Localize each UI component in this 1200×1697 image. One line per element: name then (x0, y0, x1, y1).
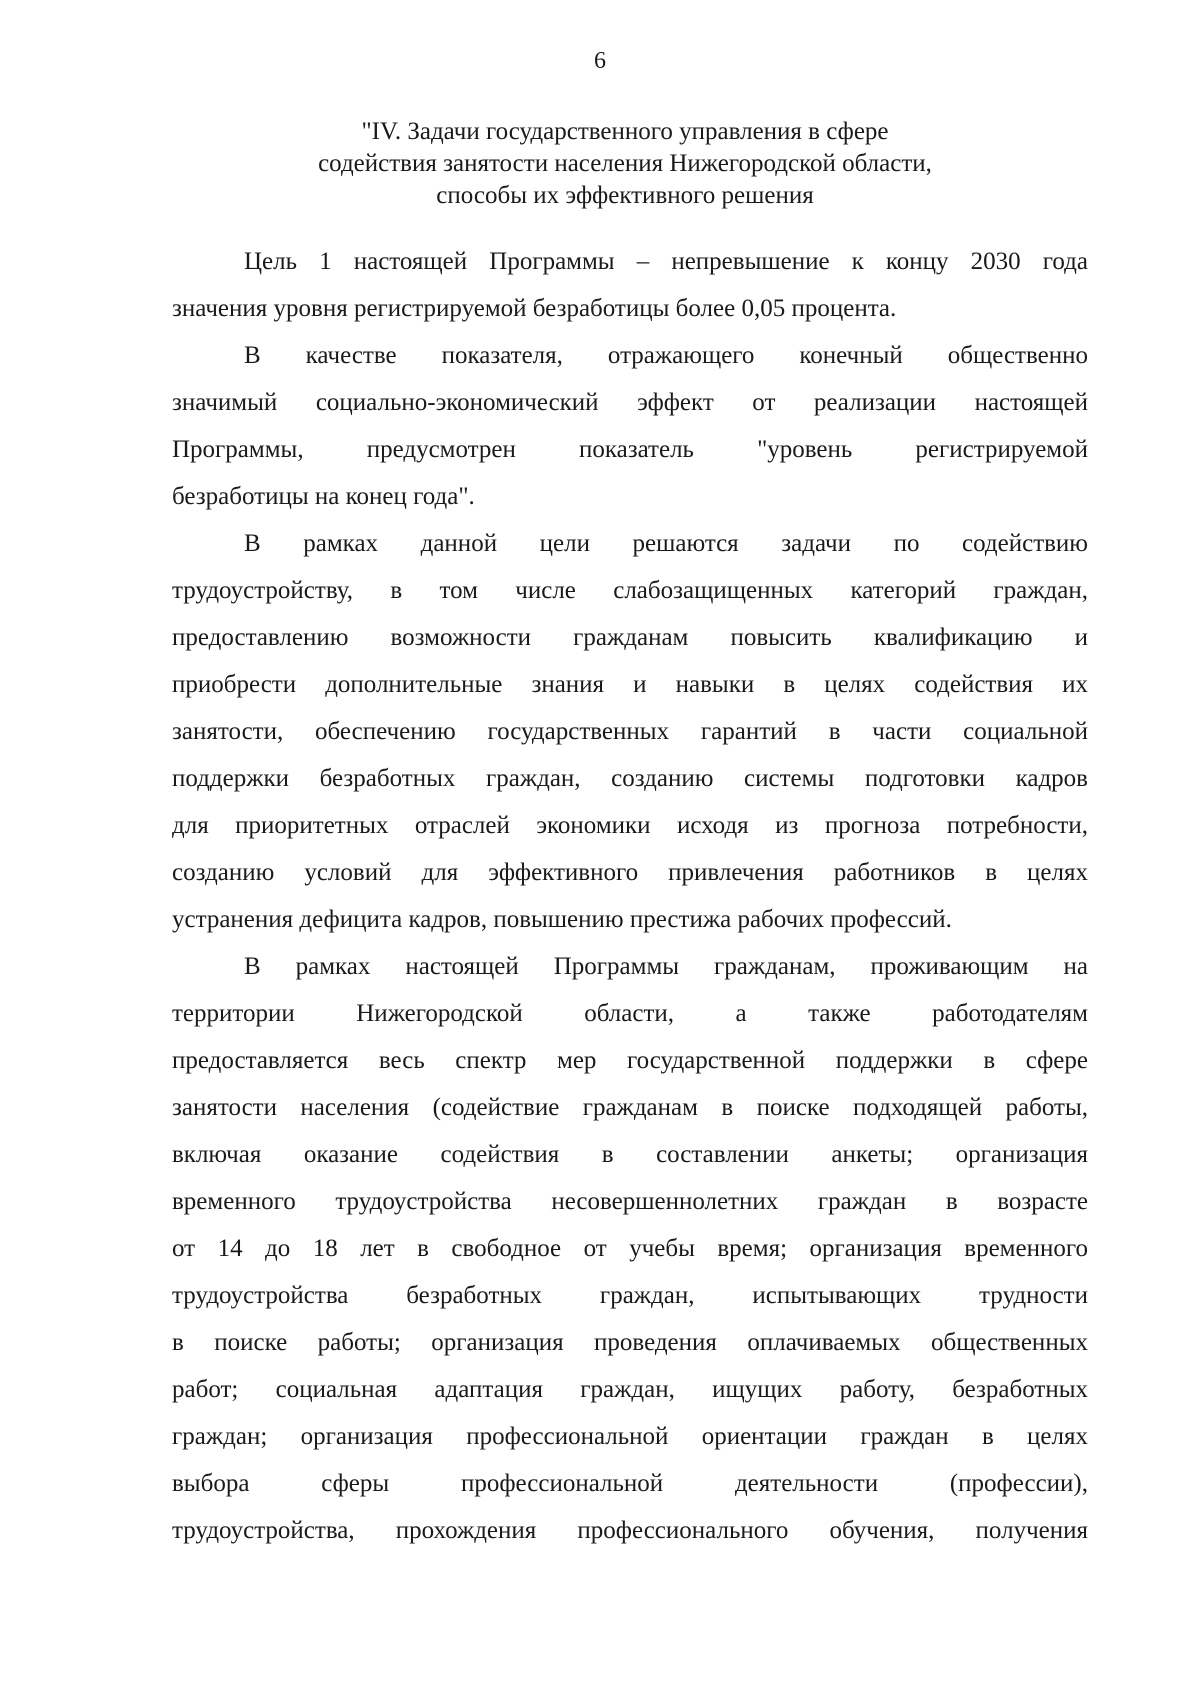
text-line: занятости, обеспечению государственных гарантий в части социальной (172, 718, 1088, 745)
text-line: предоставляется весь спектр мер государственной поддержки в сфере (172, 1047, 1088, 1074)
text-line: в поиске работы; организация проведения оплачиваемых общественных (172, 1329, 1088, 1356)
text-line: временного трудоустройства несовершеннолетних граждан в возрасте (172, 1188, 1088, 1215)
text-line: включая оказание содействия в составлении анкеты; организация (172, 1141, 1088, 1168)
text-line: работ; социальная адаптация граждан, ищущих работу, безработных (172, 1376, 1088, 1403)
page-number: 6 (594, 48, 606, 74)
text-line: от 14 до 18 лет в свободное от учебы время; организация временного (172, 1235, 1088, 1262)
text-line: В качестве показателя, отражающего конечный общественно (244, 342, 1088, 369)
section-heading (180, 116, 1070, 212)
text-line: территории Нижегородской области, а также работодателям (172, 1000, 1088, 1027)
text-line: значения уровня регистрируемой безработицы более 0,05 процента. (172, 295, 897, 322)
text-line: граждан; организация профессиональной ориентации граждан в целях (172, 1423, 1088, 1450)
text-line: Программы, предусмотрен показатель "уровень регистрируемой (172, 436, 1088, 463)
body-text (172, 242, 1088, 1558)
heading-line: способы их эффективного решения (436, 182, 814, 209)
text-line: предоставлению возможности гражданам повысить квалификацию и (172, 624, 1088, 651)
text-line: Цель 1 настоящей Программы – непревышение к концу 2030 года (244, 248, 1088, 275)
heading-line: "IV. Задачи государственного управления в сфере (361, 118, 889, 145)
text-line: устранения дефицита кадров, повышению престижа рабочих профессий. (172, 906, 952, 933)
text-line: поддержки безработных граждан, созданию системы подготовки кадров (172, 765, 1088, 792)
text-line: трудоустройства, прохождения профессионального обучения, получения (172, 1517, 1088, 1544)
text-line: трудоустройству, в том числе слабозащищенных категорий граждан, (172, 577, 1088, 604)
text-line: значимый социально-экономический эффект от реализации настоящей (172, 389, 1088, 416)
text-line: для приоритетных отраслей экономики исходя из прогноза потребности, (172, 812, 1088, 839)
text-line: занятости населения (содействие гражданам в поиске подходящей работы, (172, 1094, 1088, 1121)
heading-line: содействия занятости населения Нижегородской области, (318, 150, 932, 177)
text-line: безработицы на конец года". (172, 483, 475, 510)
text-line: созданию условий для эффективного привлечения работников в целях (172, 859, 1088, 886)
text-line: В рамках настоящей Программы гражданам, проживающим на (244, 953, 1088, 980)
text-line: выбора сферы профессиональной деятельности (профессии), (172, 1470, 1088, 1497)
text-line: трудоустройства безработных граждан, испытывающих трудности (172, 1282, 1088, 1309)
text-line: приобрести дополнительные знания и навыки в целях содействия их (172, 671, 1088, 698)
text-line: В рамках данной цели решаются задачи по содействию (244, 530, 1088, 557)
